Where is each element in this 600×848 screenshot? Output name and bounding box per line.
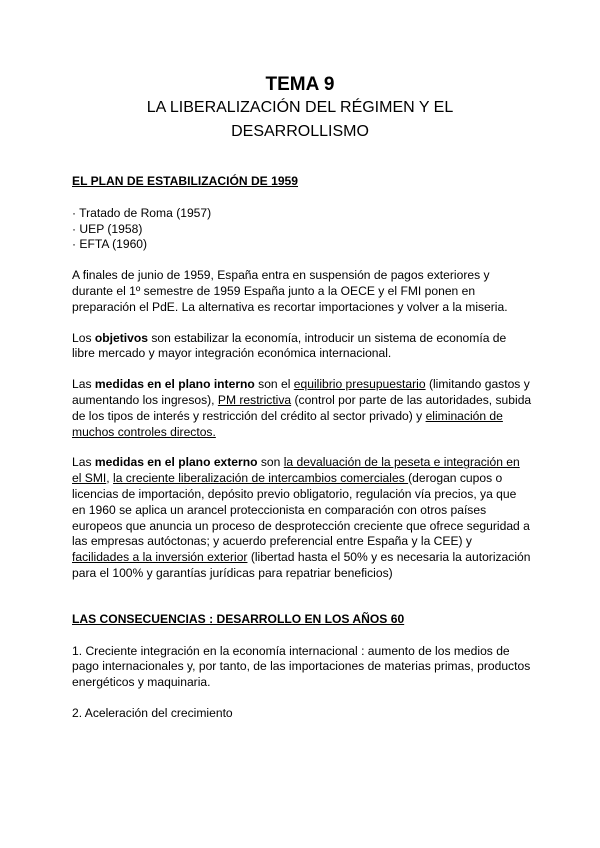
paragraph-suspension: A finales de junio de 1959, España entra en suspensión de pagos exteriores y durante el 1º semestre de 1959 España junto a la OECE y el FMI ponen en preparación el PdE. La alternativa es recortar importaciones y volver a la miseria.: [72, 268, 508, 314]
title-block: [0, 74, 600, 144]
consequence-item-1: 1. Creciente integración en la economía internacional : aumento de los medios de pago internacionales y, por tanto, de las importaciones de materias primas, productos energéticos y maquinaria.: [72, 643, 531, 690]
document-body: [72, 174, 532, 722]
section-heading-plan: EL PLAN DE ESTABILIZACIÓN DE 1959: [72, 174, 299, 188]
text-run: (derogan cupos o licencias de importación, depósito previo obligatorio, regulación vía precios, ya que en 1960 se aplica un arancel proteccionista en comparación con otros países europeos que anuncia un proceso de desprotección creciente que ofrece seguridad a las empresas autóctonas; y acuerdo preferencial entre España y la CEE) y: [72, 471, 530, 549]
treaty-list: [72, 206, 532, 253]
bold-term: medidas en el plano interno: [94, 377, 255, 392]
text-run: (control por parte de las autoridades, subida de los tipos de interés y restricción del crédito al sector privado) y: [72, 392, 532, 423]
bold-term: medidas en el plano externo: [94, 455, 258, 470]
list-item: · Tratado de Roma (1957): [72, 205, 212, 220]
consequence-item-2: 2. Aceleración del crecimiento: [72, 705, 233, 720]
text-run: (limitando gastos y aumentando los ingresos),: [72, 377, 530, 407]
underlined-term: PM restrictiva: [217, 392, 292, 407]
section-heading-consequences: LAS CONSECUENCIAS : DESARROLLO EN LOS AÑOS 60: [72, 611, 405, 626]
text-run: ,: [106, 471, 114, 486]
text-run: Las: [72, 455, 95, 470]
underlined-term: facilidades a la inversión exterior: [72, 550, 248, 565]
paragraph-objectives: [72, 331, 532, 363]
document-title: TEMA 9: [265, 74, 335, 95]
bold-term: objetivos: [94, 330, 148, 345]
underlined-term: la creciente liberalización de intercambios comerciales: [113, 471, 409, 486]
underlined-term: equilibrio presupuestario: [293, 377, 426, 392]
list-item: · EFTA (1960): [72, 237, 148, 252]
text-run: son el: [254, 377, 294, 392]
document-subtitle-line2: DESARROLLISMO: [231, 123, 369, 140]
text-run: Los: [72, 330, 95, 345]
paragraph-external-measures: [72, 455, 532, 581]
underlined-term: eliminación de muchos controles directos.: [72, 408, 503, 439]
text-run: son estabilizar la economía, introducir un sistema de economía de libre mercado y mayor integración económica internacional.: [72, 330, 507, 361]
text-run: (libertad hasta el 50% y es necesaria la autorización para el 100% y garantías jurídicas para repatriar beneficios): [72, 550, 531, 580]
paragraph-internal-measures: [72, 377, 532, 440]
document-subtitle-line1: LA LIBERALIZACIÓN DEL RÉGIMEN Y EL: [146, 99, 454, 116]
list-item: · UEP (1958): [72, 221, 143, 236]
text-run: son: [257, 455, 284, 470]
text-run: Las: [72, 377, 95, 392]
underlined-term: la devaluación de la peseta e integración en el SMI: [72, 455, 520, 486]
